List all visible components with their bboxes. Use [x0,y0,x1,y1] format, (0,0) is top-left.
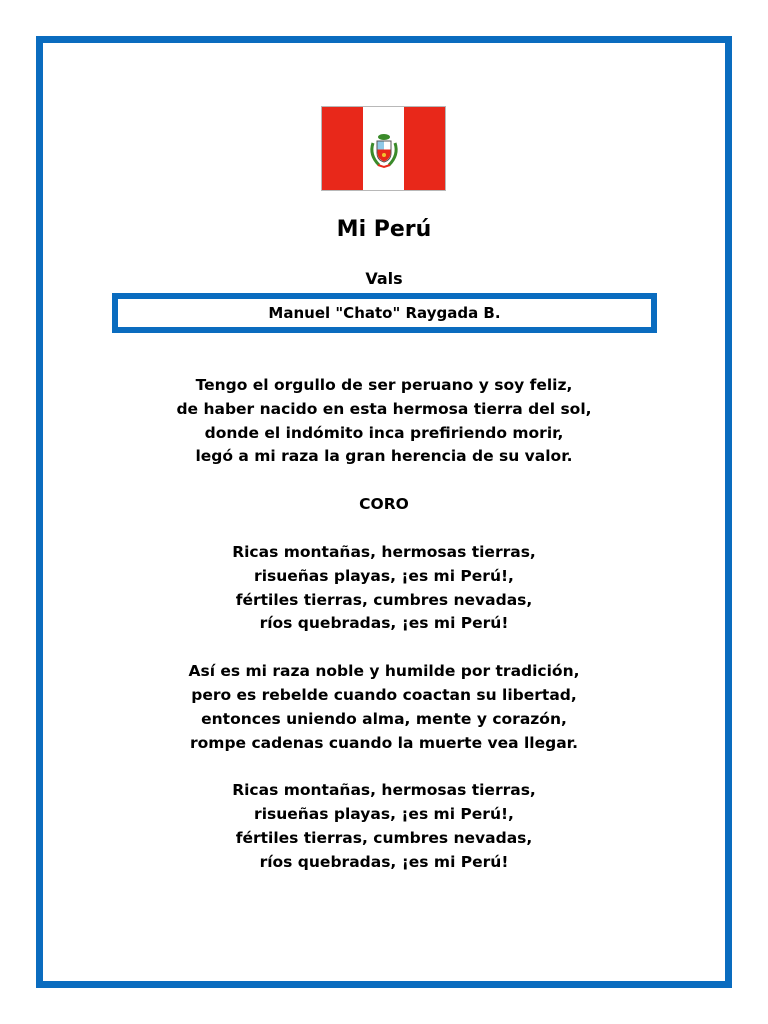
stanza-chorus-1 [0,541,768,636]
flag-stripe-right [404,107,445,190]
peru-flag-icon [321,106,446,191]
song-title: Mi Perú [336,217,432,242]
lyric-line: Ricas montañas, hermosas tierras, [232,781,536,800]
lyrics [0,374,768,899]
lyric-line: risueñas playas, ¡es mi Perú!, [254,805,514,824]
lyric-line: fértiles tierras, cumbres nevadas, [235,828,533,847]
song-genre: Vals [365,269,403,288]
lyric-line: donde el indómito inca prefiriendo morir, [204,423,564,442]
lyric-line: fértiles tierras, cumbres nevadas, [235,590,533,609]
lyric-line: Ricas montañas, hermosas tierras, [232,542,536,561]
lyric-line: Así es mi raza noble y humilde por tradición, [188,662,580,681]
author-box [112,293,657,333]
lyric-line: risueñas playas, ¡es mi Perú!, [254,566,514,585]
stanza-chorus-2 [0,779,768,874]
lyric-line: ríos quebradas, ¡es mi Perú! [259,852,509,871]
lyric-line: pero es rebelde cuando coactan su libertad, [191,685,577,704]
flag-stripe-left [322,107,363,190]
author-name: Manuel "Chato" Raygada B. [268,304,501,322]
lyric-line: legó a mi raza la gran herencia de su valor. [195,447,573,466]
lyric-line: rompe cadenas cuando la muerte vea llegar. [190,733,578,752]
flag-stripe-center [363,107,404,190]
stanza-2 [0,660,768,755]
lyric-line: ríos quebradas, ¡es mi Perú! [259,614,509,633]
lyric-line: entonces uniendo alma, mente y corazón, [201,709,567,728]
stanza-1 [0,374,768,469]
lyric-line: de haber nacido en esta hermosa tierra del sol, [176,399,592,418]
coat-of-arms-icon [367,129,401,169]
lyric-line: Tengo el orgullo de ser peruano y soy feliz, [195,376,573,394]
chorus-label: CORO [359,495,409,514]
